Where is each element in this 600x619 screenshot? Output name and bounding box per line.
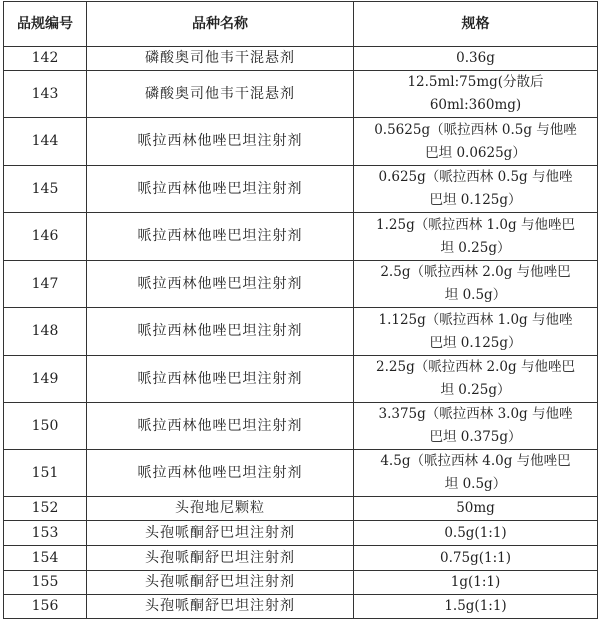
product-name-cell: 头孢哌酮舒巴坦注射剂 bbox=[87, 546, 354, 571]
spec-number-cell: 156 bbox=[4, 595, 87, 619]
specification-line: 巴坦 0.375g） bbox=[429, 429, 522, 445]
spec-number-cell: 146 bbox=[4, 213, 87, 261]
spec-number-cell: 144 bbox=[4, 118, 87, 166]
header-product-name: 品种名称 bbox=[87, 2, 354, 47]
specification-cell bbox=[354, 595, 598, 619]
spec-number-cell: 152 bbox=[4, 497, 87, 521]
specification-cell bbox=[354, 450, 598, 497]
specification-cell bbox=[354, 356, 598, 403]
specification-cell bbox=[354, 308, 598, 356]
table-row bbox=[4, 571, 598, 595]
product-name-cell: 头孢哌酮舒巴坦注射剂 bbox=[87, 521, 354, 546]
specification-line: 1.25g（哌拉西林 1.0g 与他唑巴 bbox=[376, 216, 575, 233]
specification-line: 巴坦 0.125g） bbox=[429, 192, 522, 208]
table-row bbox=[4, 308, 598, 356]
product-name-cell: 头孢哌酮舒巴坦注射剂 bbox=[87, 571, 354, 595]
spec-number-cell: 155 bbox=[4, 571, 87, 595]
product-name-cell: 哌拉西林他唑巴坦注射剂 bbox=[87, 261, 354, 308]
spec-number-cell: 147 bbox=[4, 261, 87, 308]
product-name-cell: 磷酸奥司他韦干混悬剂 bbox=[87, 71, 354, 118]
product-name-cell: 哌拉西林他唑巴坦注射剂 bbox=[87, 118, 354, 166]
specification-cell bbox=[354, 166, 598, 213]
specification-cell bbox=[354, 403, 598, 450]
product-name-cell: 哌拉西林他唑巴坦注射剂 bbox=[87, 450, 354, 497]
product-name-cell: 哌拉西林他唑巴坦注射剂 bbox=[87, 403, 354, 450]
header-spec-number: 品规编号 bbox=[4, 2, 87, 47]
table-row bbox=[4, 213, 598, 261]
table-row bbox=[4, 118, 598, 166]
specification-line: 50mg bbox=[456, 500, 495, 516]
specification-cell bbox=[354, 546, 598, 571]
table-row bbox=[4, 403, 598, 450]
specification-cell bbox=[354, 71, 598, 118]
specification-line: 0.75g(1:1) bbox=[440, 549, 511, 566]
table-row bbox=[4, 497, 598, 521]
specification-line: 坦 0.25g） bbox=[440, 239, 511, 256]
specification-line: 2.5g（哌拉西林 2.0g 与他唑巴 bbox=[380, 264, 571, 280]
product-name-cell: 哌拉西林他唑巴坦注射剂 bbox=[87, 213, 354, 261]
specification-line: 2.25g（哌拉西林 2.0g 与他唑巴 bbox=[376, 359, 575, 375]
table-row bbox=[4, 71, 598, 118]
product-name-cell: 哌拉西林他唑巴坦注射剂 bbox=[87, 166, 354, 213]
specification-line: 坦 0.5g） bbox=[444, 476, 507, 492]
product-name-cell: 头孢地尼颗粒 bbox=[87, 497, 354, 521]
product-name-cell: 头孢哌酮舒巴坦注射剂 bbox=[87, 595, 354, 619]
specification-line: 0.5625g（哌拉西林 0.5g 与他唑 bbox=[374, 121, 577, 138]
product-name-cell: 磷酸奥司他韦干混悬剂 bbox=[87, 47, 354, 71]
specification-line: 0.36g bbox=[456, 50, 495, 66]
table-row bbox=[4, 166, 598, 213]
specification-line: 坦 0.5g） bbox=[444, 287, 507, 303]
specification-line: 12.5ml:75mg(分散后 bbox=[407, 74, 544, 90]
specification-cell bbox=[354, 118, 598, 166]
specification-cell bbox=[354, 521, 598, 546]
product-name-cell: 哌拉西林他唑巴坦注射剂 bbox=[87, 356, 354, 403]
specification-line: 0.625g（哌拉西林 0.5g 与他唑 bbox=[378, 169, 573, 185]
specification-line: 60ml:360mg) bbox=[429, 97, 522, 113]
specification-line: 1g(1:1) bbox=[450, 574, 501, 590]
specification-line: 0.5g(1:1) bbox=[444, 524, 507, 541]
spec-number-cell: 145 bbox=[4, 166, 87, 213]
specification-line: 巴坦 0.0625g） bbox=[425, 144, 526, 161]
table-row bbox=[4, 546, 598, 571]
header-row bbox=[4, 2, 598, 47]
specification-cell bbox=[354, 261, 598, 308]
spec-number-cell: 153 bbox=[4, 521, 87, 546]
specification-line: 1.125g（哌拉西林 1.0g 与他唑 bbox=[378, 311, 573, 328]
table-row bbox=[4, 261, 598, 308]
table-row bbox=[4, 450, 598, 497]
specification-line: 坦 0.25g） bbox=[440, 382, 511, 398]
specification-line: 巴坦 0.125g） bbox=[429, 334, 522, 351]
spec-number-cell: 151 bbox=[4, 450, 87, 497]
specification-cell bbox=[354, 47, 598, 71]
table-row bbox=[4, 595, 598, 619]
specification-cell bbox=[354, 213, 598, 261]
table-row bbox=[4, 521, 598, 546]
table-row bbox=[4, 47, 598, 71]
table-row bbox=[4, 356, 598, 403]
spec-number-cell: 148 bbox=[4, 308, 87, 356]
spec-number-cell: 150 bbox=[4, 403, 87, 450]
spec-number-cell: 143 bbox=[4, 71, 87, 118]
specification-cell bbox=[354, 571, 598, 595]
table-body bbox=[4, 47, 598, 619]
header-specification: 规格 bbox=[354, 2, 598, 47]
drug-spec-table bbox=[3, 1, 598, 619]
specification-line: 1.5g(1:1) bbox=[444, 598, 507, 614]
product-name-cell: 哌拉西林他唑巴坦注射剂 bbox=[87, 308, 354, 356]
specification-cell bbox=[354, 497, 598, 521]
specification-line: 3.375g（哌拉西林 3.0g 与他唑 bbox=[378, 406, 573, 422]
spec-number-cell: 142 bbox=[4, 47, 87, 71]
spec-number-cell: 154 bbox=[4, 546, 87, 571]
spec-number-cell: 149 bbox=[4, 356, 87, 403]
specification-line: 4.5g（哌拉西林 4.0g 与他唑巴 bbox=[380, 453, 571, 469]
